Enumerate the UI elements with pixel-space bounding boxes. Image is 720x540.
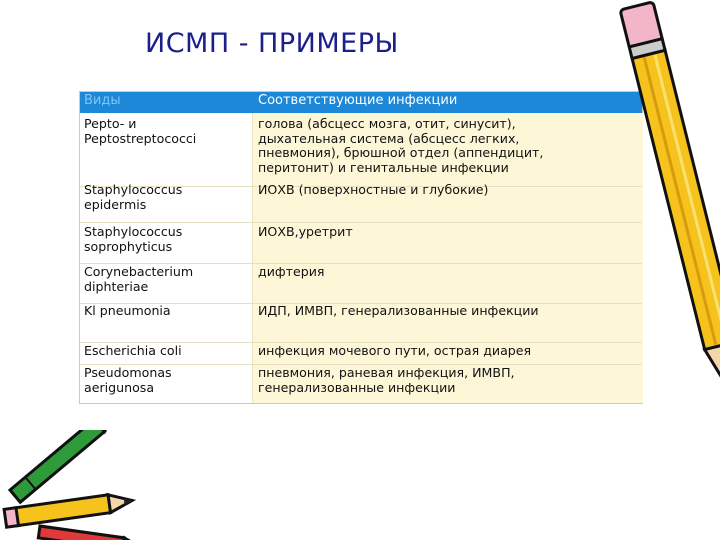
table-row-infections: голова (абсцесс мозга, отит, синусит), дыхательная система (абсцесс легких, пневмония), брюшной отдел (аппендицит, перитонит) и генитальные инфекции	[258, 116, 544, 175]
table-row-infections: ИОХВ (поверхностные и глубокие)	[258, 182, 489, 197]
table-row-infections: пневмония, раневая инфекция, ИМВП, генерализованные инфекции	[258, 365, 515, 395]
table-row-infections: инфекция мочевого пути, острая диарея	[258, 343, 532, 358]
page-title: ИСМП - ПРИМЕРЫ	[145, 28, 399, 59]
header-infections: Соответствующие инфекции	[258, 93, 458, 108]
header-species: Виды	[84, 93, 121, 108]
row-divider	[80, 222, 642, 223]
table-row-infections: дифтерия	[258, 264, 325, 279]
table-row-infections: ИОХВ,уретрит	[258, 224, 353, 239]
table-row-species: Kl pneumonia	[84, 303, 171, 318]
table-row-infections: ИДП, ИМВП, генерализованные инфекции	[258, 303, 539, 318]
table-row-species: Pseudomonas aerigunosa	[84, 365, 172, 395]
infection-table	[79, 91, 643, 404]
table-row-species: Staphylococcus epidermis	[84, 182, 183, 212]
table-row-species: Escherichia coli	[84, 343, 182, 358]
table-row-species: Pepto- и Peptostreptococci	[84, 116, 197, 146]
table-row-species: Corynebacterium diphteriae	[84, 264, 194, 294]
table-header	[80, 92, 642, 113]
crayons-icon	[0, 430, 150, 540]
pencil-icon	[590, 0, 720, 540]
table-row-species: Staphylococcus soprophyticus	[84, 224, 183, 254]
column-divider	[252, 113, 253, 403]
